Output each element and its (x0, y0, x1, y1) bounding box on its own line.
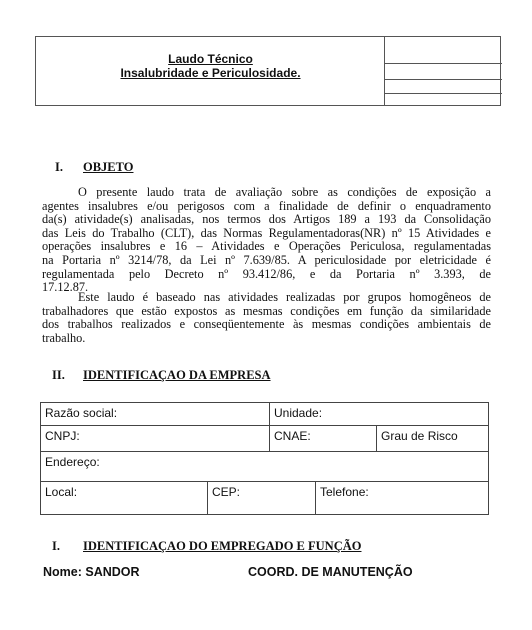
endereco-cell: Endereço: (40, 451, 489, 482)
objeto-paragraph-1 (42, 186, 491, 295)
text-line: trabalhadores que estão expostos as mesmas condições em função da similaridade (42, 303, 491, 318)
section-heading-objeto (55, 160, 255, 176)
section-heading-empresa (52, 368, 312, 384)
unidade-cell: Unidade: (269, 402, 489, 426)
text-line: agentes insalubres e/ou perigosos com a finalidade de definir o enquadramento (42, 198, 491, 213)
text-line: das Leis do Trabalho (CLT), das Normas Regulamentadoras(NR) nº 15 Atividades e (42, 225, 491, 240)
razao-social-cell: Razão social: (40, 402, 270, 426)
grau-de-risco-cell: Grau de Risco (376, 425, 489, 452)
telefone-cell: Telefone: (315, 481, 489, 515)
header-row-divider (385, 93, 502, 94)
section-heading-empregado (52, 539, 372, 555)
document-title: Laudo Técnico (168, 52, 253, 66)
header-title-cell (36, 37, 385, 105)
employee-function: COORD. DE MANUTENÇÃO (248, 565, 413, 579)
objeto-paragraph-2 (42, 291, 491, 345)
text-line: da(s) atividade(s) analisadas, nos termos dos Artigos 189 a 193 da Consolidação (42, 212, 491, 227)
text-line: operações insalubres e 16 – Atividades e Operações Periculosa, regulamentadas (42, 239, 491, 254)
text-line: 17.12.87. (42, 280, 89, 295)
cep-cell: CEP: (207, 481, 316, 515)
employee-name: Nome: SANDOR (43, 565, 140, 579)
cnae-cell: CNAE: (269, 425, 377, 452)
section-number: I. (52, 539, 60, 553)
text-line: dos trabalhos realizados e conseqüentemente às mesmas condições ambientais de (42, 317, 491, 332)
text-line: na Portaria nº 3214/78, da Lei nº 7.639/85. A periculosidade por eletricidade é (42, 252, 491, 267)
cnpj-cell: CNPJ: (40, 425, 270, 452)
text-line: Este laudo é baseado nas atividades realizadas por grupos homogêneos de (78, 290, 491, 304)
document-subtitle: Insalubridade e Periculosidade. (120, 66, 301, 80)
section-number: I. (55, 160, 63, 174)
empresa-table (40, 402, 489, 515)
document-header (35, 36, 501, 106)
text-line: regulamentada pelo Decreto nº 93.412/86, e da Portaria nº 3.393, de (42, 266, 491, 281)
section-title: OBJETO (83, 160, 134, 174)
text-line: trabalho. (42, 330, 86, 345)
section-title: IDENTIFICAÇAO DA EMPRESA (83, 368, 271, 382)
section-title: IDENTIFICAÇAO DO EMPREGADO E FUNÇÃO (83, 539, 362, 553)
section-number: II. (52, 368, 65, 382)
text-line: O presente laudo trata de avaliação sobre as condições de exposição a (78, 185, 491, 199)
header-row-divider (385, 79, 502, 80)
local-cell: Local: (40, 481, 208, 515)
header-row-divider (385, 63, 502, 64)
